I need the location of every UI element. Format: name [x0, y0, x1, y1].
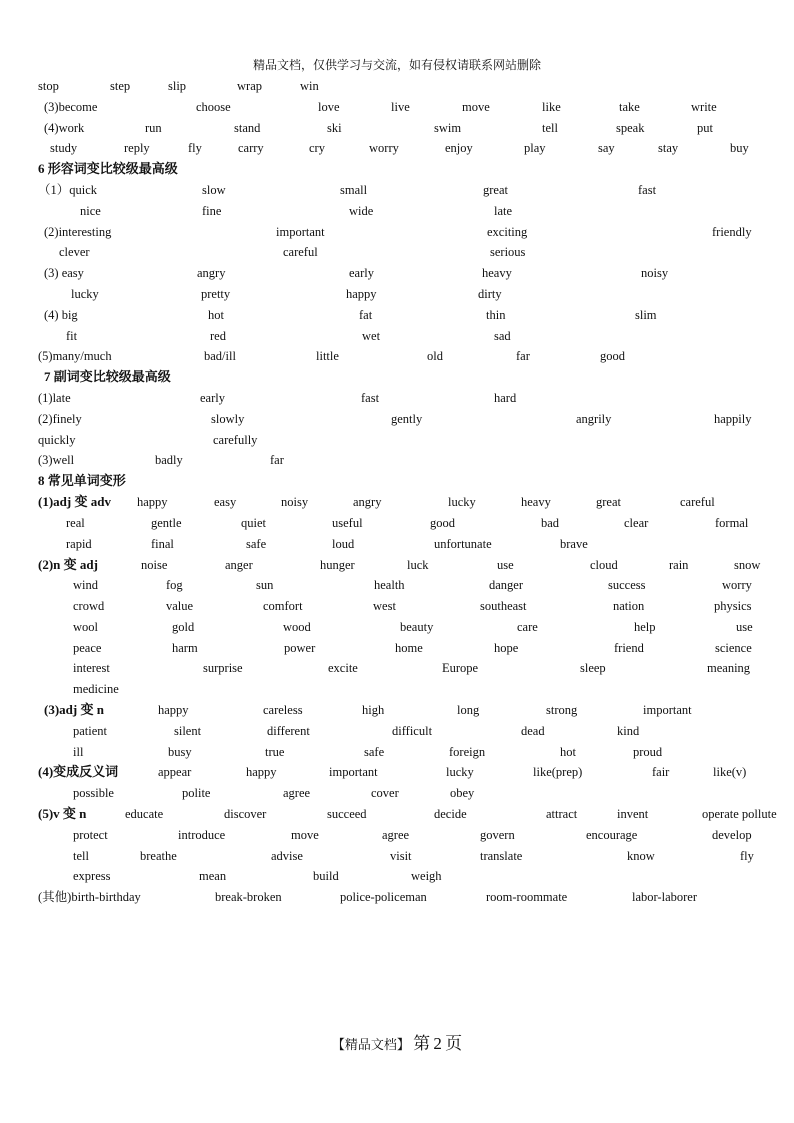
word-foreign: foreign	[449, 745, 486, 759]
word-west: west	[373, 599, 396, 613]
word-carry: carry	[238, 141, 264, 155]
word-far: far	[516, 349, 530, 363]
word-weigh: weigh	[411, 869, 442, 883]
word-gentle: gentle	[151, 516, 182, 530]
text-line	[0, 889, 794, 905]
word-success: success	[608, 578, 646, 592]
word-hope: hope	[494, 641, 519, 655]
word-3-easy: (3) easy	[44, 266, 84, 280]
word-angry: angry	[197, 266, 226, 280]
word-red: red	[210, 329, 226, 343]
page-header: 精品文档，仅供学习与交流，如有侵权请联系网站删除	[252, 58, 541, 72]
word-4-big: (4) big	[44, 308, 78, 322]
word-careless: careless	[263, 703, 303, 717]
word-far: far	[270, 453, 284, 467]
word-important: important	[276, 225, 325, 239]
word-break-broken: break-broken	[215, 890, 282, 904]
word-meaning: meaning	[707, 661, 751, 675]
word-slim: slim	[635, 308, 657, 322]
word-angry: angry	[353, 495, 382, 509]
word-gold: gold	[172, 620, 195, 634]
word-excite: excite	[328, 661, 358, 675]
word-express: express	[73, 869, 111, 883]
word-develop: develop	[712, 828, 752, 842]
word-noisy: noisy	[281, 495, 309, 509]
word-fly: fly	[188, 141, 202, 155]
text-line	[0, 244, 794, 260]
word-loud: loud	[332, 537, 355, 551]
word-fast: fast	[361, 391, 380, 405]
word-southeast: southeast	[480, 599, 527, 613]
word-tell: tell	[73, 849, 89, 863]
text-line	[0, 515, 794, 531]
word-like-v: like(v)	[713, 765, 747, 779]
word-strong: strong	[546, 703, 578, 717]
word-peace: peace	[73, 641, 102, 655]
word-fog: fog	[166, 578, 183, 592]
word-old: old	[427, 349, 443, 363]
text-line	[0, 265, 794, 281]
word-interest: interest	[73, 661, 110, 675]
word-1-late: (1)late	[38, 391, 71, 405]
word-govern: govern	[480, 828, 515, 842]
word-exciting: exciting	[487, 225, 528, 239]
section-heading: (1)adj 变 adv	[38, 494, 111, 509]
word-advise: advise	[271, 849, 303, 863]
word-educate: educate	[125, 807, 164, 821]
word-true: true	[265, 745, 285, 759]
word-angrily: angrily	[576, 412, 612, 426]
word-value: value	[166, 599, 194, 613]
word-early: early	[349, 266, 374, 280]
text-line	[0, 224, 794, 240]
word-protect: protect	[73, 828, 108, 842]
word-hard: hard	[494, 391, 517, 405]
word-cry: cry	[309, 141, 325, 155]
text-line	[0, 432, 794, 448]
word-gently: gently	[391, 412, 423, 426]
word-know: know	[627, 849, 655, 863]
word-noisy: noisy	[641, 266, 669, 280]
word-fat: fat	[359, 308, 373, 322]
word-serious: serious	[490, 245, 526, 259]
word-succeed: succeed	[327, 807, 367, 821]
section-heading: (2)n 变 adj	[38, 557, 98, 572]
word-great: great	[483, 183, 508, 197]
word-like: like	[542, 100, 561, 114]
word-proud: proud	[633, 745, 663, 759]
text-line	[0, 78, 794, 94]
word-wrap: wrap	[237, 79, 262, 93]
word-say: say	[598, 141, 615, 155]
section-heading: 6 形容词变比较级最高级	[38, 161, 178, 176]
text-line	[0, 557, 794, 573]
text-line	[0, 785, 794, 801]
word-move: move	[291, 828, 319, 842]
word-unfortunate: unfortunate	[434, 537, 492, 551]
text-line	[0, 203, 794, 219]
word-agree: agree	[283, 786, 311, 800]
word-hot: hot	[208, 308, 224, 322]
section-heading: (3)adj 变 n	[44, 702, 104, 717]
text-line	[0, 681, 794, 697]
word-luck: luck	[407, 558, 429, 572]
word-3-become: (3)become	[44, 100, 98, 114]
word-run: run	[145, 121, 162, 135]
word-2-finely: (2)finely	[38, 412, 82, 426]
word-important: important	[329, 765, 378, 779]
word-quiet: quiet	[241, 516, 266, 530]
word-thin: thin	[486, 308, 506, 322]
word-take: take	[619, 100, 640, 114]
text-line	[0, 806, 794, 822]
word-4-work: (4)work	[44, 121, 85, 135]
word-ski: ski	[327, 121, 342, 135]
word-hunger: hunger	[320, 558, 355, 572]
word-patient: patient	[73, 724, 108, 738]
word-harm: harm	[172, 641, 198, 655]
text-line	[0, 640, 794, 656]
word-snow: snow	[734, 558, 761, 572]
word-room-roommate: room-roommate	[486, 890, 568, 904]
word-surprise: surprise	[203, 661, 243, 675]
word-visit: visit	[390, 849, 412, 863]
word-reply: reply	[124, 141, 150, 155]
text-line	[0, 452, 794, 468]
word-wide: wide	[349, 204, 374, 218]
section-heading: (4)变成反义词	[38, 764, 119, 779]
text-line	[0, 723, 794, 739]
word-final: final	[151, 537, 174, 551]
section-heading: 7 副词变比较级最高级	[44, 369, 171, 384]
section-heading: 8 常见单词变形	[38, 473, 126, 488]
word-wool: wool	[73, 620, 98, 634]
word-build: build	[313, 869, 339, 883]
word-lucky: lucky	[71, 287, 99, 301]
word-stand: stand	[234, 121, 261, 135]
word-safe: safe	[364, 745, 385, 759]
word-tell: tell	[542, 121, 558, 135]
word-like-prep: like(prep)	[533, 765, 583, 779]
word-rapid: rapid	[66, 537, 92, 551]
word-translate: translate	[480, 849, 523, 863]
word-put: put	[697, 121, 713, 135]
word-real: real	[66, 516, 85, 530]
text-line	[0, 494, 794, 510]
word-badly: badly	[155, 453, 183, 467]
word-possible: possible	[73, 786, 114, 800]
footer-prefix: 第	[413, 1034, 431, 1053]
text-line	[0, 307, 794, 323]
text-line	[0, 660, 794, 676]
word-happy: happy	[346, 287, 377, 301]
word-2-interesting: (2)interesting	[44, 225, 112, 239]
word-mean: mean	[199, 869, 227, 883]
word-europe: Europe	[442, 661, 479, 675]
word-slip: slip	[168, 79, 187, 93]
text-line	[0, 848, 794, 864]
text-line	[0, 99, 794, 115]
word-early: early	[200, 391, 225, 405]
word-stop: stop	[38, 79, 59, 93]
word-brave: brave	[560, 537, 588, 551]
word-fair: fair	[652, 765, 670, 779]
word-little: little	[316, 349, 339, 363]
word-clever: clever	[59, 245, 90, 259]
word-wet: wet	[362, 329, 381, 343]
word-clear: clear	[624, 516, 649, 530]
word-slowly: slowly	[211, 412, 245, 426]
word-enjoy: enjoy	[445, 141, 473, 155]
word-bad: bad	[541, 516, 560, 530]
text-line	[0, 140, 794, 156]
word-science: science	[715, 641, 752, 655]
word-3-well: (3)well	[38, 453, 75, 467]
word-careful: careful	[283, 245, 318, 259]
word-small: small	[340, 183, 368, 197]
word-friendly: friendly	[712, 225, 752, 239]
word-decide: decide	[434, 807, 467, 821]
text-line	[0, 764, 794, 780]
text-line	[0, 348, 794, 364]
footer-suffix: 页	[445, 1034, 463, 1053]
word-silent: silent	[174, 724, 202, 738]
word-good: good	[430, 516, 455, 530]
word-friend: friend	[614, 641, 644, 655]
word-cloud: cloud	[590, 558, 618, 572]
word-slow: slow	[202, 183, 226, 197]
word-nation: nation	[613, 599, 645, 613]
word-anger: anger	[225, 558, 253, 572]
word-careful: careful	[680, 495, 715, 509]
word-worry: worry	[369, 141, 399, 155]
word-heavy: heavy	[521, 495, 551, 509]
footer-tag: 【精品文档】	[331, 1037, 410, 1052]
word-useful: useful	[332, 516, 363, 530]
word-kind: kind	[617, 724, 640, 738]
word-invent: invent	[617, 807, 649, 821]
word-stay: stay	[658, 141, 679, 155]
word-beauty: beauty	[400, 620, 434, 634]
word-great: great	[596, 495, 621, 509]
word-polite: polite	[182, 786, 211, 800]
word-fit: fit	[66, 329, 78, 343]
word-quickly: quickly	[38, 433, 76, 447]
word-speak: speak	[616, 121, 645, 135]
word-encourage: encourage	[586, 828, 638, 842]
word-worry: worry	[722, 578, 752, 592]
word-difficult: difficult	[392, 724, 433, 738]
word-use: use	[736, 620, 753, 634]
word-power: power	[284, 641, 316, 655]
word-5-many-much: (5)many/much	[38, 349, 112, 363]
text-line	[0, 827, 794, 843]
word-buy: buy	[730, 141, 749, 155]
word-study: study	[50, 141, 78, 155]
word-danger: danger	[489, 578, 524, 592]
word-late: late	[494, 204, 513, 218]
word-live: live	[391, 100, 410, 114]
word-wood: wood	[283, 620, 311, 634]
word-swim: swim	[434, 121, 462, 135]
word-happy: happy	[137, 495, 168, 509]
text-line	[0, 577, 794, 593]
word-noise: noise	[141, 558, 168, 572]
word-happy: happy	[246, 765, 277, 779]
word-crowd: crowd	[73, 599, 105, 613]
word-carefully: carefully	[213, 433, 258, 447]
word-hot: hot	[560, 745, 576, 759]
word-fine: fine	[202, 204, 222, 218]
word-write: write	[691, 100, 717, 114]
word-attract: attract	[546, 807, 578, 821]
word-home: home	[395, 641, 423, 655]
word-dead: dead	[521, 724, 545, 738]
page-footer	[0, 1034, 794, 1055]
word-introduce: introduce	[178, 828, 226, 842]
word-play: play	[524, 141, 546, 155]
text-line	[0, 182, 794, 198]
word-happily: happily	[714, 412, 752, 426]
text-line	[0, 473, 794, 489]
word-birth-birthday: (其他)birth-birthday	[38, 890, 141, 904]
footer-page-number: 2	[433, 1034, 442, 1053]
word-care: care	[517, 620, 538, 634]
word-high: high	[362, 703, 385, 717]
word-breathe: breathe	[140, 849, 177, 863]
text-line	[0, 286, 794, 302]
word-busy: busy	[168, 745, 192, 759]
word-ill: ill	[73, 745, 84, 759]
word-heavy: heavy	[482, 266, 512, 280]
word-appear: appear	[158, 765, 192, 779]
word-good: good	[600, 349, 625, 363]
word-easy: easy	[214, 495, 237, 509]
text-line	[0, 702, 794, 718]
word-lucky: lucky	[448, 495, 476, 509]
word-discover: discover	[224, 807, 267, 821]
word-pretty: pretty	[201, 287, 231, 301]
word-fast: fast	[638, 183, 657, 197]
word-1-quick: （1）quick	[38, 183, 98, 197]
word-obey: obey	[450, 786, 475, 800]
word-win: win	[300, 79, 319, 93]
word-safe: safe	[246, 537, 267, 551]
word-agree: agree	[382, 828, 410, 842]
word-sleep: sleep	[580, 661, 606, 675]
text-line	[0, 536, 794, 552]
text-line	[0, 598, 794, 614]
text-line	[0, 411, 794, 427]
word-lucky: lucky	[446, 765, 474, 779]
word-important: important	[643, 703, 692, 717]
word-nice: nice	[80, 204, 101, 218]
word-medicine: medicine	[73, 682, 119, 696]
word-health: health	[374, 578, 405, 592]
text-line	[0, 369, 794, 385]
word-dirty: dirty	[478, 287, 502, 301]
word-physics: physics	[714, 599, 752, 613]
word-use: use	[497, 558, 514, 572]
word-step: step	[110, 79, 131, 93]
word-formal: formal	[715, 516, 749, 530]
word-choose: choose	[196, 100, 231, 114]
word-police-policeman: police-policeman	[340, 890, 427, 904]
word-wind: wind	[73, 578, 98, 592]
word-fly: fly	[740, 849, 754, 863]
text-line	[0, 161, 794, 177]
word-help: help	[634, 620, 656, 634]
text-line	[0, 120, 794, 136]
word-sad: sad	[494, 329, 511, 343]
text-line	[0, 868, 794, 884]
word-bad-ill: bad/ill	[204, 349, 236, 363]
word-happy: happy	[158, 703, 189, 717]
word-move: move	[462, 100, 490, 114]
word-cover: cover	[371, 786, 399, 800]
word-sun: sun	[256, 578, 274, 592]
word-rain: rain	[669, 558, 689, 572]
word-comfort: comfort	[263, 599, 303, 613]
word-love: love	[318, 100, 340, 114]
section-heading: (5)v 变 n	[38, 806, 87, 821]
text-line	[0, 744, 794, 760]
word-labor-laborer: labor-laborer	[632, 890, 697, 904]
word-different: different	[267, 724, 310, 738]
text-line	[0, 328, 794, 344]
word-operate-pollute: operate pollute	[702, 807, 777, 821]
text-line	[0, 619, 794, 635]
word-long: long	[457, 703, 480, 717]
text-line	[0, 390, 794, 406]
